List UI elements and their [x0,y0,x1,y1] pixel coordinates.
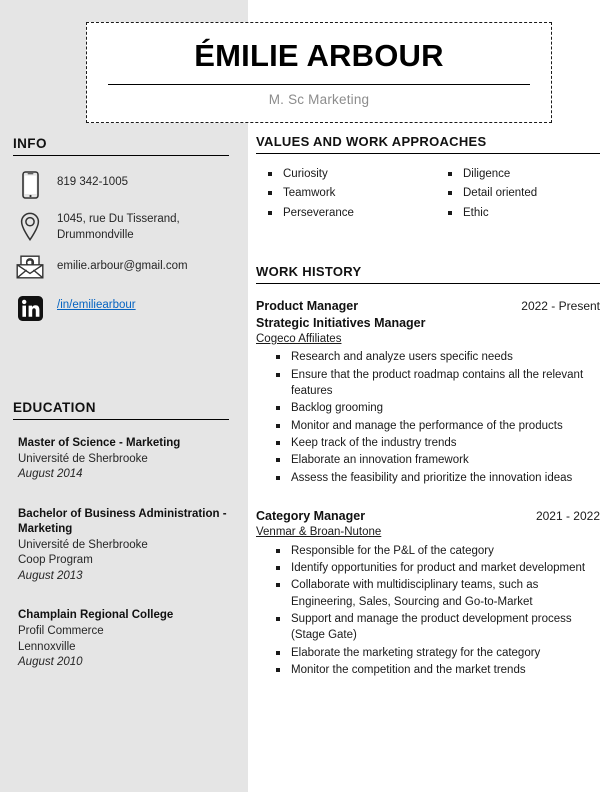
job-bullet-list [256,543,600,679]
phone-value: 819 342-1005 [57,176,128,188]
list-item [256,645,600,661]
values-column-right [428,166,600,224]
list-item [436,205,600,222]
square-bullet-icon [276,373,280,377]
job-dates: 2022 - Present [521,299,600,313]
education-heading: EDUCATION [13,400,229,420]
info-row-linkedin[interactable] [13,295,229,325]
square-bullet-icon [276,476,280,480]
list-item [256,435,600,451]
square-bullet-icon [268,191,272,195]
list-item [256,577,600,610]
square-bullet-icon [276,583,280,587]
bullet-text: Elaborate an innovation framework [291,454,469,467]
job-dates: 2021 - 2022 [535,508,600,523]
info-section [13,136,229,336]
bullet-text: Monitor and manage the performance of the products [291,419,563,432]
education-item [13,436,229,483]
square-bullet-icon [276,566,280,570]
email-value: emilie.arbour@gmail.com [57,260,188,273]
work-history-heading: WORK HISTORY [256,264,600,284]
header-divider [108,84,530,85]
education-extra: Lennoxville [18,640,76,653]
linkedin-link[interactable]: /in/emiliearbour [57,299,136,312]
square-bullet-icon [448,172,452,176]
phone-icon [13,170,47,199]
education-date: August 2013 [18,569,83,582]
info-list [13,170,229,325]
bullet-text: Support and manage the product development process (Stage Gate) [291,612,572,642]
job-company: Venmar & Broan-Nutone [256,526,382,539]
education-section [13,400,229,695]
list-item [256,400,600,416]
list-item [256,543,600,559]
list-item [256,418,600,434]
bullet-text: Responsible for the P&L of the category [291,544,494,557]
work-history-entry [256,508,600,678]
list-item [256,205,428,222]
job-header [256,298,600,331]
value-label: Diligence [463,168,511,180]
info-heading: INFO [13,136,229,156]
education-degree: Master of Science - Marketing [18,437,181,449]
education-degree: Champlain Regional College [18,609,174,622]
envelope-icon [13,254,47,279]
list-item [256,452,600,468]
square-bullet-icon [276,549,280,553]
list-item [256,560,600,576]
linkedin-icon [13,295,47,321]
location-pin-icon [13,211,47,242]
value-label: Detail oriented [463,187,538,200]
education-degree: Bachelor of Business Administration - Marketing [18,507,227,535]
education-date: August 2010 [18,656,83,669]
square-bullet-icon [448,211,452,215]
info-row-phone [13,170,229,200]
square-bullet-icon [276,651,280,655]
value-label: Ethic [463,206,489,219]
value-label: Curiosity [283,168,328,180]
bullet-text: Assess the feasibility and prioritize the innovation ideas [291,471,573,484]
square-bullet-icon [268,172,272,176]
value-label: Perseverance [283,206,354,219]
list-item [256,662,600,678]
list-item [436,185,600,202]
education-item [13,507,229,584]
info-row-email [13,254,229,284]
bullet-text: Backlog grooming [291,402,384,415]
bullet-text: Ensure that the product roadmap contains all the relevant features [291,368,584,397]
square-bullet-icon [276,441,280,445]
page-title: ÉMILIE ARBOUR [194,38,444,73]
square-bullet-icon [276,617,280,621]
square-bullet-icon [276,406,280,410]
bullet-text: Monitor the competition and the market trends [291,663,526,676]
square-bullet-icon [276,668,280,672]
address-value: 1045, rue Du Tisserand, Drummondville [57,213,180,241]
list-item [256,349,600,365]
job-company: Cogeco Affiliates [256,333,342,345]
header-subtitle: M. Sc Marketing [268,92,370,107]
bullet-text: Keep track of the industry trends [291,436,457,449]
header-box [86,22,552,123]
square-bullet-icon [268,211,272,215]
education-list [13,436,229,671]
education-item [13,608,229,670]
info-row-address [13,211,229,243]
values-section [256,134,600,224]
square-bullet-icon [276,355,280,359]
job-bullet-list [256,349,600,486]
bullet-text: Collaborate with multidisciplinary teams, such as Engineering, Sales, Sourcing and Go-to-Market [291,579,539,608]
values-heading: VALUES AND WORK APPROACHES [256,134,600,154]
job-header [256,508,600,525]
job-title-secondary: Strategic Initiatives Manager [256,315,426,330]
bullet-text: Research and analyze users specific needs [291,351,513,364]
job-title: Product Manager [256,299,359,313]
work-history-entry [256,298,600,486]
list-item [436,166,600,183]
list-item [256,367,600,400]
values-columns [256,166,600,224]
education-school: Université de Sherbrooke [18,538,148,551]
square-bullet-icon [276,458,280,462]
education-school: Université de Sherbrooke [18,452,148,465]
education-date: August 2014 [18,468,83,481]
square-bullet-icon [448,191,452,195]
value-label: Teamwork [283,187,336,200]
education-extra: Coop Program [18,554,93,567]
bullet-text: Elaborate the marketing strategy for the category [291,646,541,659]
bullet-text: Identify opportunities for product and market development [291,561,586,574]
job-titles [256,298,511,331]
job-titles [256,508,526,525]
list-item [256,470,600,486]
list-item [256,166,428,183]
square-bullet-icon [276,424,280,428]
work-history-section [256,264,600,679]
list-item [256,611,600,644]
values-column-left [256,166,428,224]
job-title: Category Manager [256,508,366,523]
education-school: Profil Commerce [18,625,104,638]
list-item [256,185,428,202]
